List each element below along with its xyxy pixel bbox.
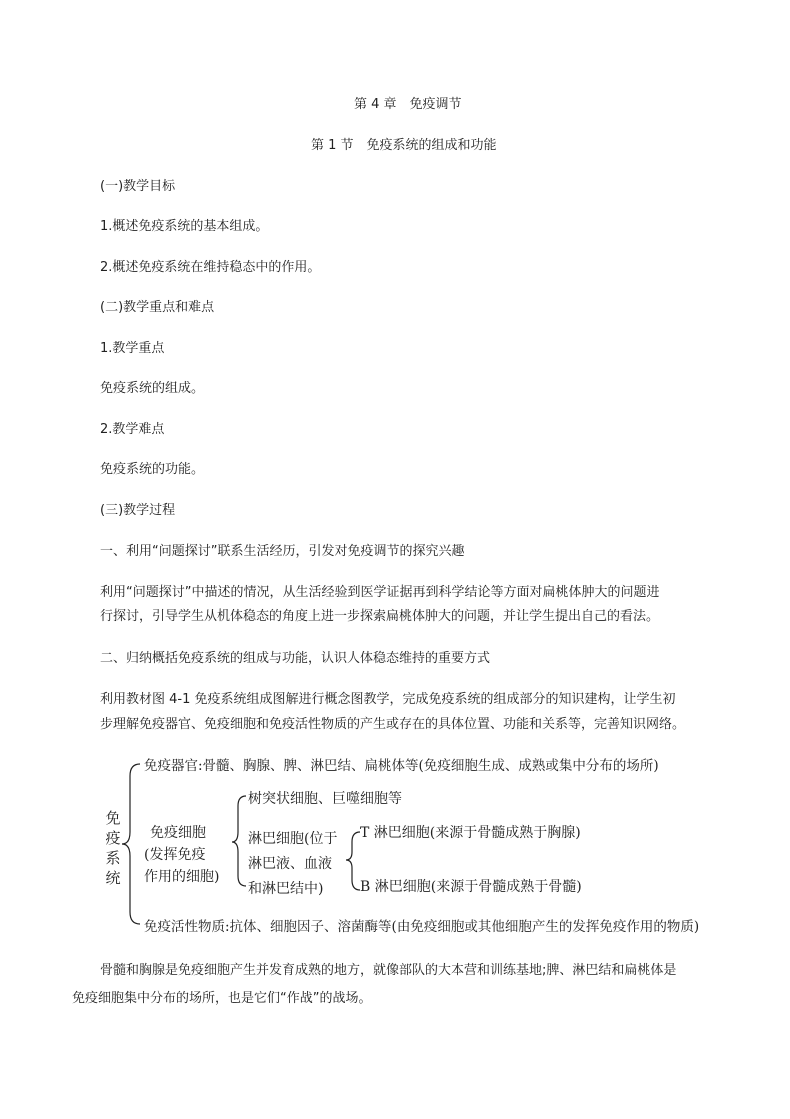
- diagram-root-char-2: 疫: [105, 829, 121, 847]
- goal-item-2: 2.概述免疫系统在维持稳态中的作用。: [100, 260, 321, 275]
- diagram-root-char-3: 系: [105, 849, 121, 867]
- step1-paragraph-line1: 利用“问题探讨”中描述的情况，从生活经验到医学证据再到科学结论等方面对扁桃体肿大的问题进: [100, 585, 660, 600]
- immune-cells-node-line2: (发挥免疫: [144, 847, 206, 863]
- immune-system-concept-diagram: [96, 752, 756, 942]
- key-points-heading: (二)教学重点和难点: [100, 300, 215, 315]
- lymphocyte-node-line3: 和淋巴结中): [248, 881, 324, 897]
- step1-paragraph-line2: 行探讨，引导学生从机体稳态的角度上进一步探索扁桃体肿大的问题，并让学生提出自己的看法。: [100, 609, 660, 624]
- step2-paragraph-line2: 步理解免疫器官、免疫细胞和免疫活性物质的产生或存在的具体位置、功能和关系等，完善知识网络。: [100, 717, 686, 732]
- immune-active-substances-node: 免疫活性物质:抗体、细胞因子、溶菌酶等(由免疫细胞或其他细胞产生的发挥免疫作用的物质): [144, 919, 700, 935]
- b-cell-node: B 淋巴细胞(来源于骨髓成熟于骨髓): [360, 879, 582, 895]
- diagram-root-char-4: 统: [105, 869, 121, 887]
- step2-heading: 二、归纳概括免疫系统的组成与功能，认识人体稳态维持的重要方式: [100, 651, 491, 666]
- chapter-title: 第 4 章 免疫调节: [354, 97, 462, 112]
- difficulty-text: 免疫系统的功能。: [100, 462, 205, 477]
- dendritic-macrophage-node: 树突状细胞、巨噬细胞等: [248, 791, 402, 807]
- process-heading: (三)教学过程: [100, 503, 176, 518]
- closing-paragraph-line2: 免疫细胞集中分布的场所，也是它们“作战”的战场。: [72, 991, 372, 1006]
- key-point-text: 免疫系统的组成。: [100, 381, 205, 396]
- lymphocyte-node-line2: 淋巴液、血液: [248, 856, 332, 872]
- goals-heading: (一)教学目标: [100, 179, 176, 194]
- lymphocyte-brace: [346, 832, 360, 890]
- diagram-root-char-1: 免: [105, 809, 121, 827]
- closing-paragraph-line1: 骨髓和胸腺是免疫细胞产生并发育成熟的地方，就像部队的大本营和训练基地;脾、淋巴结和扁桃体是: [100, 963, 677, 978]
- key-point-label: 1.教学重点: [100, 341, 165, 356]
- main-brace: [122, 764, 140, 924]
- difficulty-label: 2.教学难点: [100, 422, 165, 437]
- lymphocyte-node-line1: 淋巴细胞(位于: [248, 831, 338, 847]
- t-cell-node: T 淋巴细胞(来源于骨髓成熟于胸腺): [360, 825, 581, 841]
- goal-item-1: 1.概述免疫系统的基本组成。: [100, 219, 269, 234]
- section-title: 第 1 节 免疫系统的组成和功能: [311, 138, 497, 153]
- immune-cells-node-line3: 作用的细胞): [144, 869, 220, 885]
- immune-cells-node-line1: 免疫细胞: [150, 825, 206, 841]
- cells-brace: [232, 796, 246, 886]
- step2-paragraph-line1: 利用教材图 4-1 免疫系统组成图解进行概念图教学，完成免疫系统的组成部分的知识建构，让学生初: [100, 692, 676, 707]
- immune-organs-node: 免疫器官:骨髓、胸腺、脾、淋巴结、扁桃体等(免疫细胞生成、成熟或集中分布的场所): [144, 758, 659, 774]
- step1-heading: 一、利用“问题探讨”联系生活经历，引发对免疫调节的探究兴趣: [100, 544, 465, 559]
